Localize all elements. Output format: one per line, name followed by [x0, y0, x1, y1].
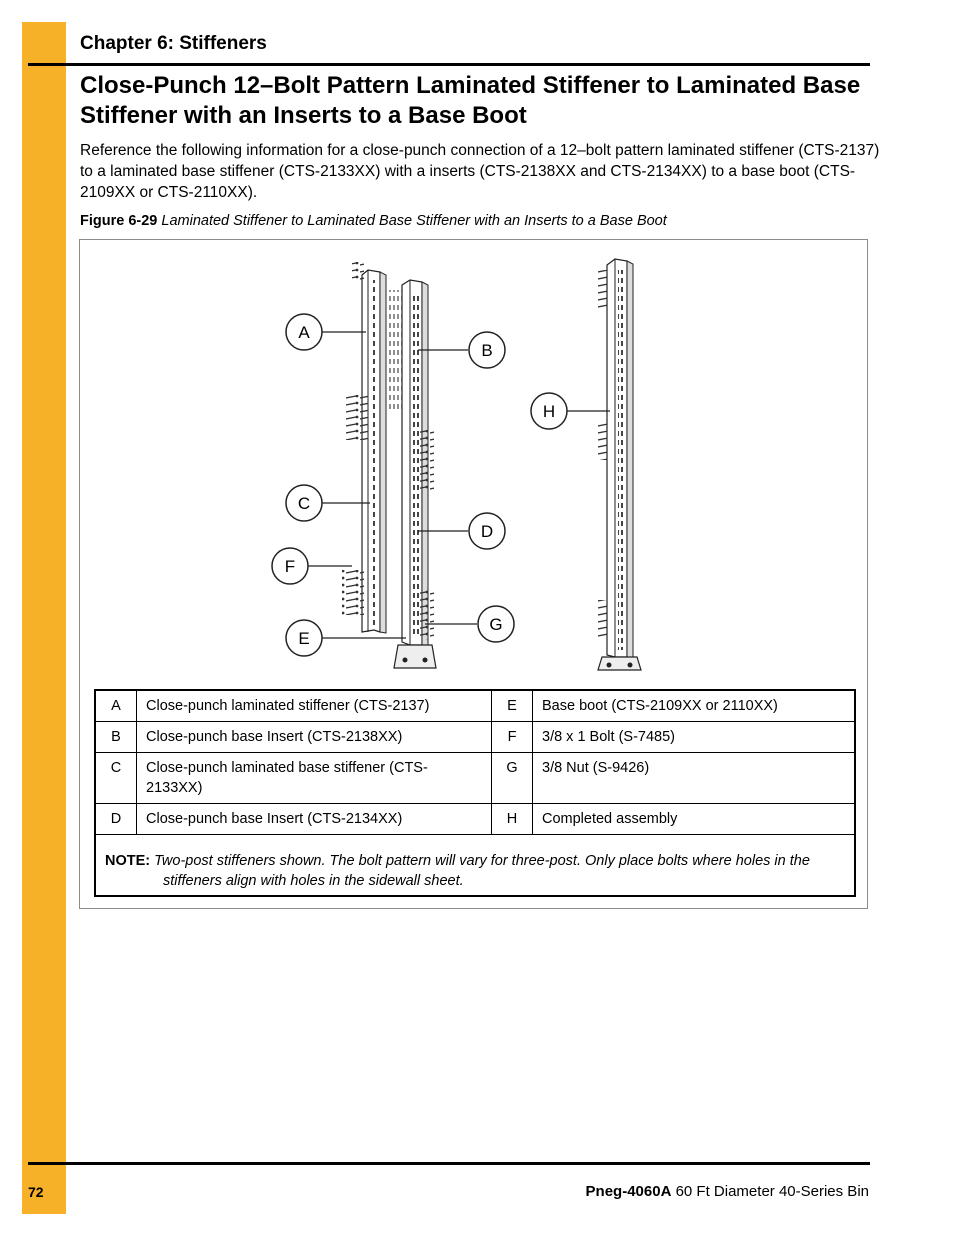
svg-text:G: G [489, 615, 503, 634]
footer-rule [28, 1162, 870, 1165]
base-stiffener-with-inserts [388, 280, 436, 668]
completed-assembly [598, 259, 641, 670]
callout-h [531, 393, 567, 429]
note-label: NOTE: [105, 853, 151, 869]
legend-letter: H [492, 804, 533, 835]
callout-d [469, 513, 505, 549]
figure-title: Laminated Stiffener to Laminated Base Stiffener with an Inserts to a Base Boot [161, 213, 667, 229]
svg-text:H: H [542, 402, 556, 421]
table-row [95, 804, 855, 835]
note-cell [95, 835, 855, 897]
table-row [95, 753, 855, 804]
svg-text:D: D [480, 522, 494, 541]
callout-c [286, 485, 322, 521]
chapter-heading: Chapter 6: Stiffeners [80, 33, 267, 54]
stiffener-drawing [80, 240, 867, 685]
parts-legend-table [94, 689, 856, 897]
document-id: Pneg-4060A [585, 1183, 672, 1200]
legend-description: 3/8 Nut (S-9426) [533, 753, 856, 804]
document-title: 60 Ft Diameter 40-Series Bin [675, 1183, 869, 1200]
table-row [95, 690, 855, 722]
legend-letter: F [492, 722, 533, 753]
legend-description: Close-punch base Insert (CTS-2134XX) [137, 804, 492, 835]
svg-text:C: C [297, 494, 311, 513]
note-row [95, 835, 855, 897]
legend-letter: A [95, 690, 137, 722]
callout-g [478, 606, 514, 642]
legend-description: 3/8 x 1 Bolt (S-7485) [533, 722, 856, 753]
intro-paragraph: Reference the following information for a close-punch connection of a 12–bolt pattern laminated stiffener (CTS-2137) to a laminated base stiffener (CTS-2133XX) with a inserts (CTS-2138XX and CTS-2134XX) to a base boot (CTS-2109XX or CTS-2110XX). [80, 142, 880, 201]
legend-letter: G [492, 753, 533, 804]
legend-description: Close-punch laminated stiffener (CTS-2137) [137, 690, 492, 722]
legend-letter: D [95, 804, 137, 835]
note-text: Two-post stiffeners shown. The bolt pattern will vary for three-post. Only place bolts where holes in the stiffeners align with holes in the sidewall sheet. [154, 853, 810, 889]
laminated-stiffener-exploded [342, 262, 386, 633]
footer-document-info [586, 1183, 869, 1200]
callout-e [286, 620, 322, 656]
page-number: 72 [28, 1184, 44, 1200]
legend-letter: C [95, 753, 137, 804]
svg-text:B: B [481, 341, 493, 360]
svg-text:E: E [298, 629, 310, 648]
figure-box [79, 239, 868, 909]
section-title: Close-Punch 12–Bolt Pattern Laminated Stiffener to Laminated Base Stiffener with an Inserts to a Base Boot [80, 72, 861, 129]
svg-text:A: A [298, 323, 310, 342]
callout-a [286, 314, 322, 350]
header-rule [28, 63, 870, 66]
figure-caption [80, 213, 667, 229]
callout-f [272, 548, 308, 584]
legend-letter: E [492, 690, 533, 722]
legend-description: Completed assembly [533, 804, 856, 835]
legend-description: Close-punch base Insert (CTS-2138XX) [137, 722, 492, 753]
figure-number: Figure 6-29 [80, 213, 158, 229]
table-row [95, 722, 855, 753]
legend-description: Base boot (CTS-2109XX or 2110XX) [533, 690, 856, 722]
legend-description: Close-punch laminated base stiffener (CTS-2133XX) [137, 753, 492, 804]
note [105, 851, 845, 891]
svg-text:F: F [284, 557, 296, 576]
callout-b [469, 332, 505, 368]
legend-letter: B [95, 722, 137, 753]
chapter-color-bar [22, 22, 66, 1214]
